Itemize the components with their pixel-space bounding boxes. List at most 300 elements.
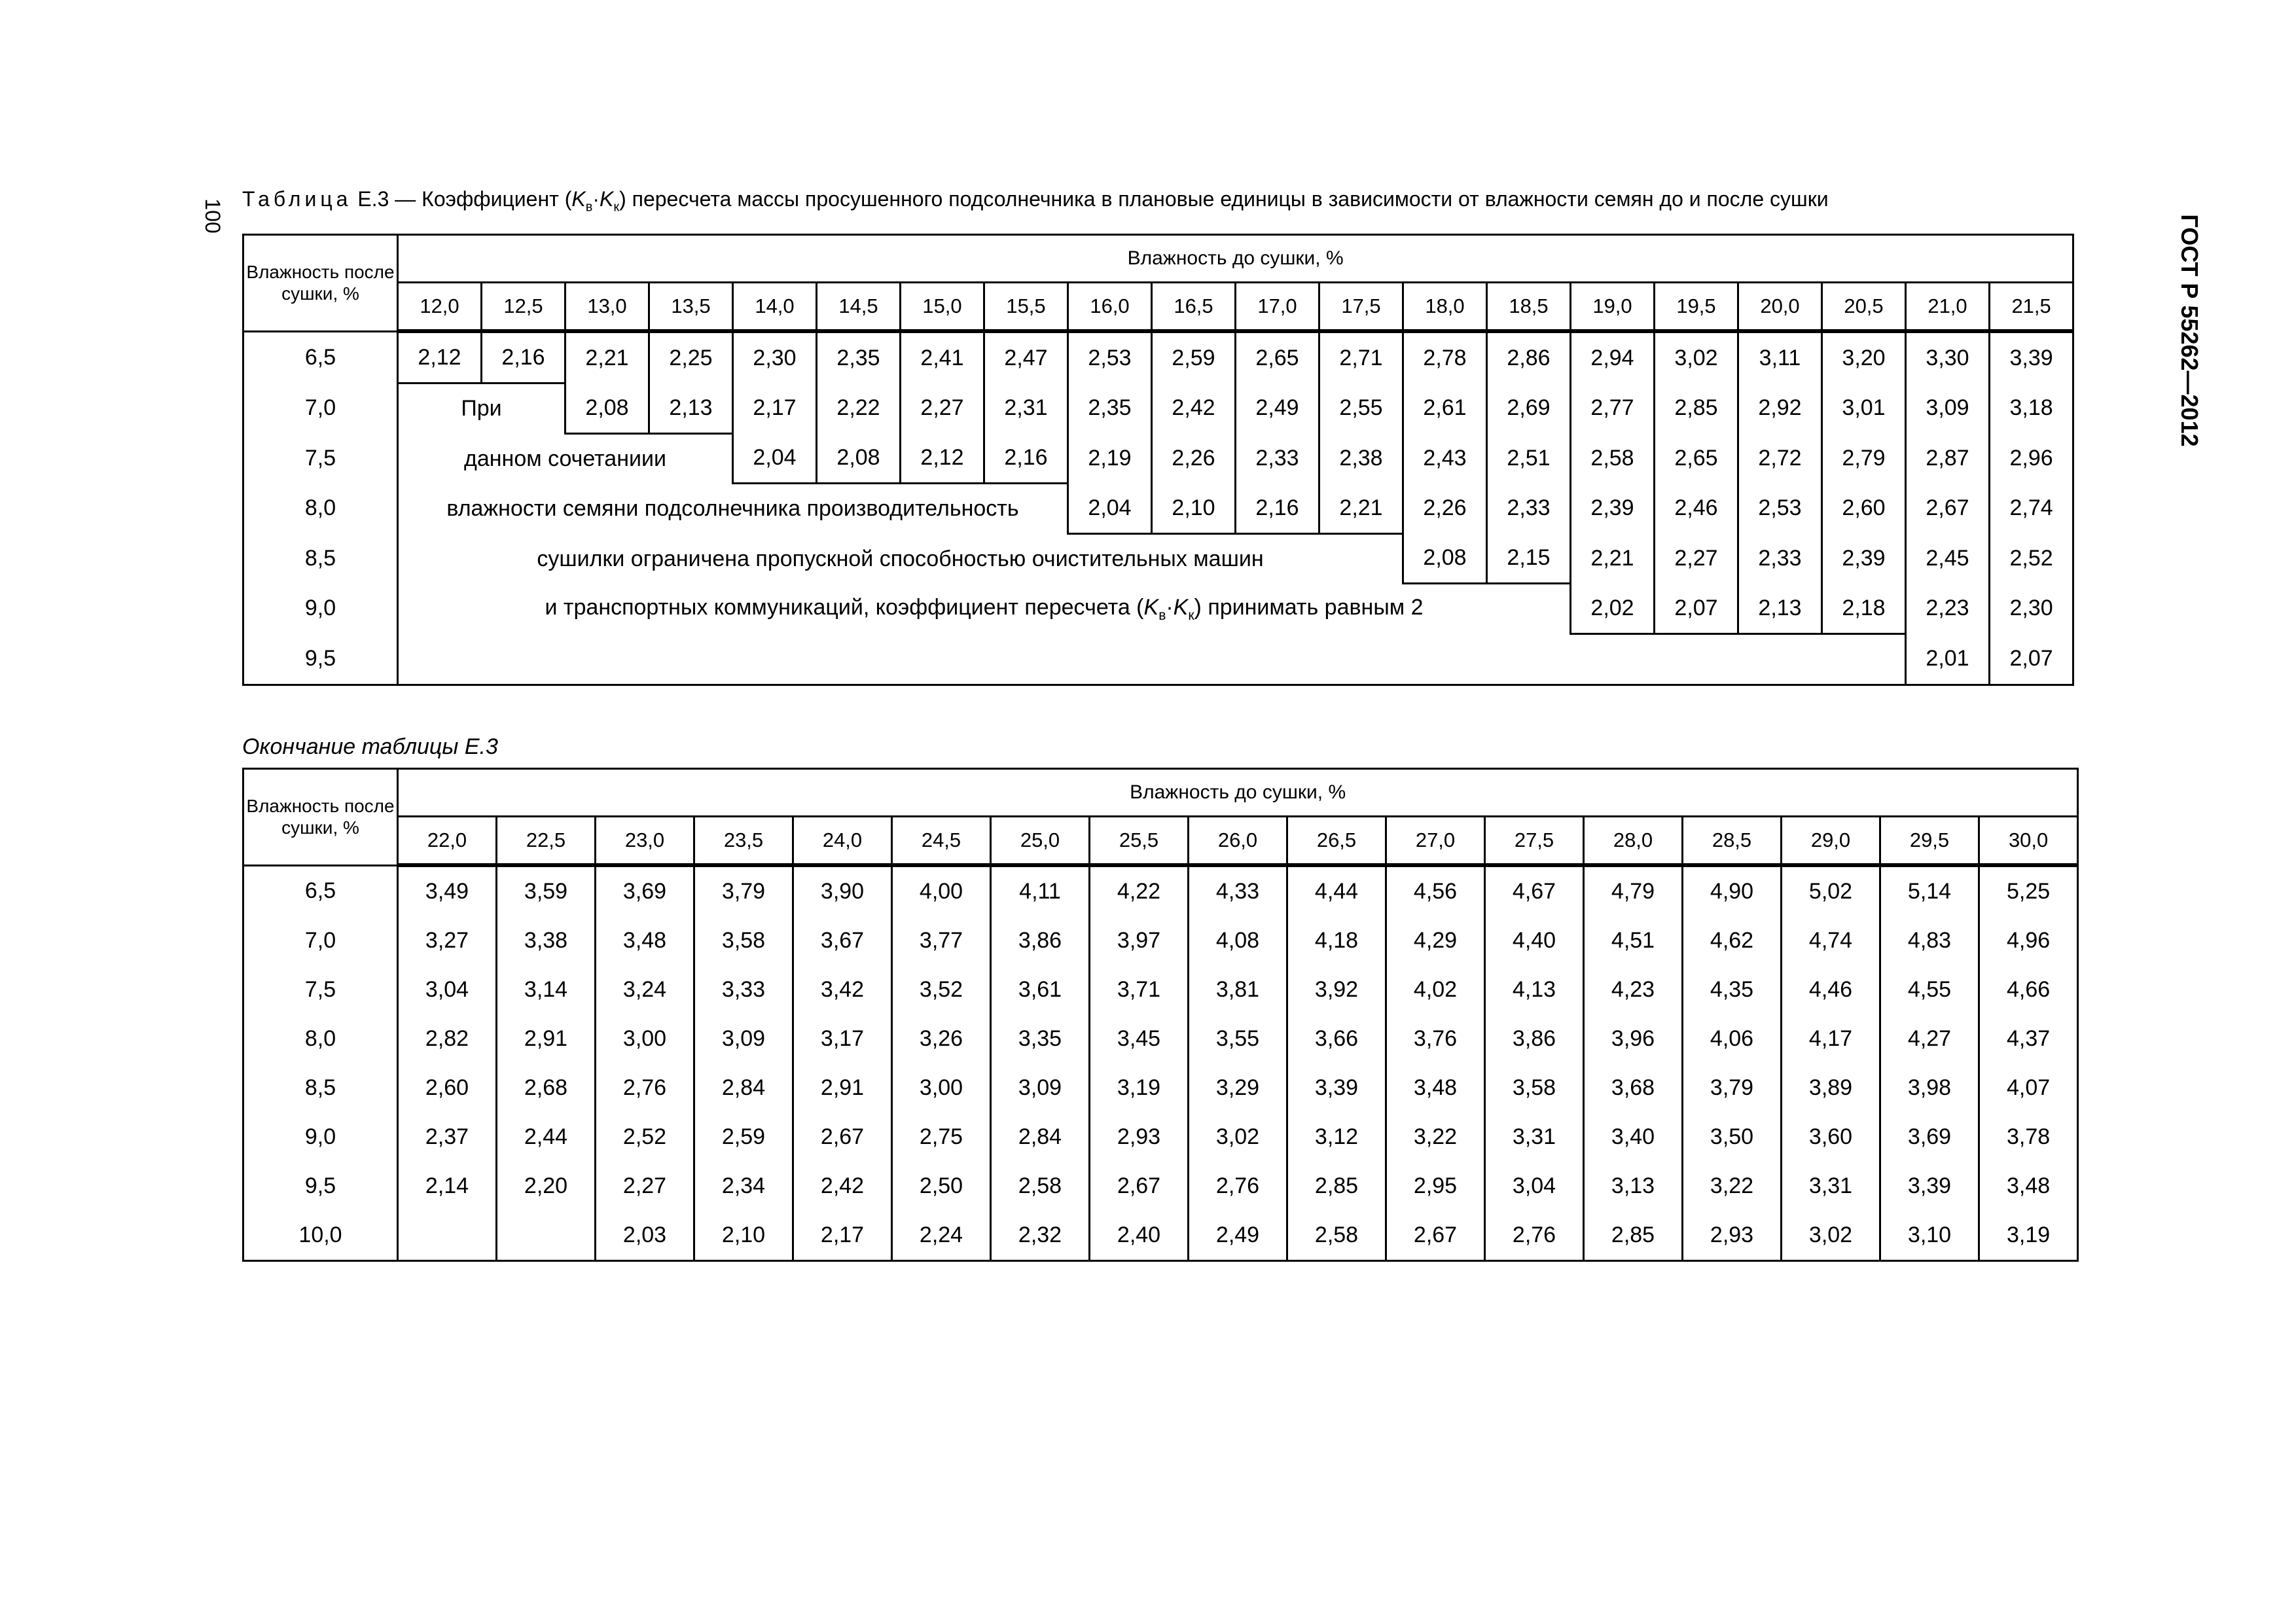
value-cell: 4,35 (1683, 965, 1782, 1014)
table-row (243, 584, 2073, 634)
column-header-cell: 22,5 (497, 817, 596, 866)
value-cell: 3,22 (1386, 1113, 1485, 1162)
column-header-cell: 13,5 (649, 283, 733, 332)
continuation-caption: Окончание таблицы Е.3 (242, 734, 498, 759)
value-cell: 2,71 (1319, 331, 1403, 383)
table-row (243, 383, 2073, 434)
value-cell: 3,35 (991, 1014, 1090, 1063)
value-cell: 3,30 (1906, 331, 1990, 383)
column-header-cell: 16,5 (1152, 283, 1236, 332)
value-cell: 2,16 (984, 433, 1068, 484)
table-row (243, 965, 2078, 1014)
value-cell: 2,37 (398, 1113, 497, 1162)
note-cell: данном сочетаниии (464, 446, 666, 471)
value-cell: 5,02 (1782, 865, 1880, 916)
value-cell: 2,41 (901, 331, 984, 383)
column-header-cell: 28,5 (1683, 817, 1782, 866)
value-cell: 2,31 (984, 383, 1068, 434)
value-cell: 2,61 (1403, 383, 1487, 434)
column-header-cell: 27,5 (1485, 817, 1584, 866)
value-cell: 4,46 (1782, 965, 1880, 1014)
value-cell: 2,40 (1090, 1211, 1189, 1261)
value-cell: 2,65 (1655, 433, 1738, 484)
value-cell: 3,09 (991, 1063, 1090, 1113)
coefficient-table-continued (242, 768, 2079, 1262)
value-cell: 2,04 (1068, 484, 1152, 534)
table-row (243, 533, 2073, 584)
value-cell: 3,79 (694, 865, 793, 916)
column-header-cell: 21,0 (1906, 283, 1990, 332)
value-cell: 2,67 (1090, 1162, 1189, 1211)
value-cell: 3,79 (1683, 1063, 1782, 1113)
value-cell: 3,18 (1990, 383, 2073, 434)
value-cell: 3,58 (694, 916, 793, 965)
value-cell: 2,14 (398, 1162, 497, 1211)
column-header-cell: 26,0 (1189, 817, 1287, 866)
column-header-cell: 15,0 (901, 283, 984, 332)
standard-designation: ГОСТ Р 55262—2012 (2176, 214, 2203, 447)
value-cell: 2,85 (1655, 383, 1738, 434)
row-label-cell: 9,0 (243, 584, 398, 634)
caption-dot: · (592, 187, 600, 211)
value-cell: 2,38 (1319, 433, 1403, 484)
column-header-cell: 20,5 (1822, 283, 1906, 332)
value-cell: 3,40 (1584, 1113, 1683, 1162)
value-cell: 3,31 (1782, 1162, 1880, 1211)
table-caption-lead: Таблица (242, 187, 352, 211)
column-header-cell: 27,0 (1386, 817, 1485, 866)
value-cell: 2,75 (892, 1113, 991, 1162)
value-cell: 2,43 (1403, 433, 1487, 484)
table-row (243, 484, 2073, 534)
value-cell: 3,04 (398, 965, 497, 1014)
row-label-cell: 6,5 (243, 865, 398, 916)
table-row (243, 433, 2073, 484)
value-cell: 4,23 (1584, 965, 1683, 1014)
value-cell: 4,51 (1584, 916, 1683, 965)
value-cell: 2,17 (733, 383, 817, 434)
value-cell: 3,02 (1189, 1113, 1287, 1162)
value-cell: 3,24 (596, 965, 694, 1014)
note-dot: · (1166, 594, 1174, 620)
table-row (243, 1162, 2078, 1211)
group-header-cell: Влажность до сушки, % (398, 769, 2078, 817)
value-cell: 2,21 (565, 331, 649, 383)
value-cell: 4,37 (1979, 1014, 2078, 1063)
value-cell: 2,20 (497, 1162, 596, 1211)
value-cell: 2,18 (1822, 584, 1906, 634)
value-cell: 3,27 (398, 916, 497, 965)
value-cell: 3,69 (1880, 1113, 1979, 1162)
value-cell: 2,85 (1287, 1162, 1386, 1211)
table-row (243, 865, 2078, 916)
value-cell: 3,55 (1189, 1014, 1287, 1063)
value-cell: 4,90 (1683, 865, 1782, 916)
column-header-cell: 16,0 (1068, 283, 1152, 332)
table-row (243, 916, 2078, 965)
value-cell: 2,76 (596, 1063, 694, 1113)
value-cell: 2,16 (1236, 484, 1319, 534)
value-cell: 3,45 (1090, 1014, 1189, 1063)
value-cell: 5,25 (1979, 865, 2078, 916)
value-cell: 3,10 (1880, 1211, 1979, 1261)
note-text-a: и транспортных коммуникаций, коэффициент пересчета ( (545, 594, 1144, 620)
value-cell: 2,13 (649, 383, 733, 434)
value-cell: 2,33 (1487, 484, 1571, 534)
value-cell: 2,87 (1906, 433, 1990, 484)
value-cell: 2,27 (596, 1162, 694, 1211)
value-cell: 2,27 (1655, 533, 1738, 584)
value-cell: 2,13 (1738, 584, 1822, 634)
value-cell: 2,17 (793, 1211, 892, 1261)
value-cell: 3,81 (1189, 965, 1287, 1014)
value-cell: 4,33 (1189, 865, 1287, 916)
value-cell: 3,76 (1386, 1014, 1485, 1063)
value-cell: 3,33 (694, 965, 793, 1014)
value-cell: 2,21 (1571, 533, 1655, 584)
value-cell: 3,86 (991, 916, 1090, 965)
value-cell: 3,39 (1990, 331, 2073, 383)
value-cell: 2,33 (1236, 433, 1319, 484)
value-cell: 2,03 (596, 1211, 694, 1261)
column-header-cell: 24,0 (793, 817, 892, 866)
value-cell: 2,47 (984, 331, 1068, 383)
value-cell: 5,14 (1880, 865, 1979, 916)
value-cell: 2,10 (1152, 484, 1236, 534)
row-label-cell: 7,5 (243, 433, 398, 484)
value-cell: 2,67 (793, 1113, 892, 1162)
table-row (243, 1063, 2078, 1113)
value-cell: 2,19 (1068, 433, 1152, 484)
value-cell: 4,44 (1287, 865, 1386, 916)
value-cell: 2,53 (1068, 331, 1152, 383)
column-header-cell: 19,5 (1655, 283, 1738, 332)
value-cell: 2,49 (1189, 1211, 1287, 1261)
value-cell: 3,66 (1287, 1014, 1386, 1063)
column-header-cell: 14,0 (733, 283, 817, 332)
value-cell: 2,42 (793, 1162, 892, 1211)
value-cell: 4,40 (1485, 916, 1584, 965)
page-number: 100 (201, 198, 225, 234)
column-header-cell: 23,0 (596, 817, 694, 866)
row-label-cell: 9,0 (243, 1113, 398, 1162)
value-cell: 2,77 (1571, 383, 1655, 434)
value-cell: 4,08 (1189, 916, 1287, 965)
value-cell: 2,16 (482, 331, 565, 383)
note-cell: влажности семяни подсолнечника производительность (446, 496, 1019, 521)
value-cell: 3,26 (892, 1014, 991, 1063)
coefficient-table (242, 234, 2074, 686)
value-cell: 2,74 (1990, 484, 2073, 534)
value-cell: 2,67 (1906, 484, 1990, 534)
value-cell: 2,91 (793, 1063, 892, 1113)
value-cell: 3,49 (398, 865, 497, 916)
note-cell (398, 584, 1571, 634)
value-cell: 2,39 (1822, 533, 1906, 584)
value-cell: 2,35 (1068, 383, 1152, 434)
value-cell: 3,09 (694, 1014, 793, 1063)
row-label-cell: 6,5 (243, 331, 398, 383)
value-cell: 2,22 (817, 383, 901, 434)
value-cell: 4,79 (1584, 865, 1683, 916)
value-cell: 2,92 (1738, 383, 1822, 434)
value-cell: 3,69 (596, 865, 694, 916)
value-cell: 2,95 (1386, 1162, 1485, 1211)
value-cell: 2,23 (1906, 584, 1990, 634)
value-cell: 2,60 (1822, 484, 1906, 534)
value-cell: 3,96 (1584, 1014, 1683, 1063)
value-cell: 3,92 (1287, 965, 1386, 1014)
value-cell: 2,08 (565, 383, 649, 434)
table-row (243, 331, 2073, 383)
value-cell (398, 1211, 497, 1261)
caption-k-symbol-2: K (599, 187, 614, 211)
column-header-cell: 26,5 (1287, 817, 1386, 866)
value-cell: 2,26 (1152, 433, 1236, 484)
value-cell: 3,71 (1090, 965, 1189, 1014)
value-cell: 2,26 (1403, 484, 1487, 534)
value-cell: 4,07 (1979, 1063, 2078, 1113)
value-cell: 2,21 (1319, 484, 1403, 534)
value-cell: 2,59 (1152, 331, 1236, 383)
value-cell: 2,58 (1571, 433, 1655, 484)
value-cell: 2,86 (1487, 331, 1571, 383)
value-cell: 4,62 (1683, 916, 1782, 965)
column-header-cell: 21,5 (1990, 283, 2073, 332)
value-cell: 3,11 (1738, 331, 1822, 383)
value-cell: 2,53 (1738, 484, 1822, 534)
row-label-cell: 8,0 (243, 484, 398, 534)
value-cell: 4,11 (991, 865, 1090, 916)
row-header-cell: Влажность после сушки, % (243, 235, 398, 332)
value-cell: 2,12 (901, 433, 984, 484)
value-cell: 2,65 (1236, 331, 1319, 383)
value-cell: 2,91 (497, 1014, 596, 1063)
value-cell: 3,17 (793, 1014, 892, 1063)
row-label-cell: 8,5 (243, 533, 398, 584)
caption-sub-v: в (585, 200, 593, 215)
value-cell: 3,48 (1386, 1063, 1485, 1113)
value-cell: 2,78 (1403, 331, 1487, 383)
value-cell: 3,04 (1485, 1162, 1584, 1211)
value-cell: 3,90 (793, 865, 892, 916)
value-cell: 4,74 (1782, 916, 1880, 965)
value-cell: 4,02 (1386, 965, 1485, 1014)
value-cell: 4,55 (1880, 965, 1979, 1014)
value-cell: 2,58 (1287, 1211, 1386, 1261)
value-cell: 2,07 (1990, 633, 2073, 685)
value-cell: 3,09 (1906, 383, 1990, 434)
value-cell: 2,07 (1655, 584, 1738, 634)
value-cell: 2,10 (694, 1211, 793, 1261)
note-cell (398, 633, 1906, 685)
value-cell: 2,49 (1236, 383, 1319, 434)
value-cell: 3,19 (1090, 1063, 1189, 1113)
value-cell: 2,25 (649, 331, 733, 383)
value-cell: 2,51 (1487, 433, 1571, 484)
column-header-cell: 19,0 (1571, 283, 1655, 332)
value-cell: 3,29 (1189, 1063, 1287, 1113)
value-cell: 2,76 (1189, 1162, 1287, 1211)
value-cell: 3,31 (1485, 1113, 1584, 1162)
value-cell: 2,79 (1822, 433, 1906, 484)
value-cell: 3,39 (1880, 1162, 1979, 1211)
value-cell: 2,04 (733, 433, 817, 484)
value-cell: 2,76 (1485, 1211, 1584, 1261)
value-cell: 2,46 (1655, 484, 1738, 534)
table-row (243, 1014, 2078, 1063)
value-cell: 4,00 (892, 865, 991, 916)
column-header-cell: 14,5 (817, 283, 901, 332)
table-row (243, 1113, 2078, 1162)
value-cell: 3,22 (1683, 1162, 1782, 1211)
value-cell: 3,19 (1979, 1211, 2078, 1261)
value-cell: 2,30 (1990, 584, 2073, 634)
value-cell: 2,84 (991, 1113, 1090, 1162)
value-cell: 3,52 (892, 965, 991, 1014)
value-cell: 3,02 (1782, 1211, 1880, 1261)
row-label-cell: 9,5 (243, 633, 398, 685)
column-header-cell: 24,5 (892, 817, 991, 866)
value-cell: 2,12 (398, 331, 482, 383)
table-row (243, 1211, 2078, 1261)
value-cell: 2,27 (901, 383, 984, 434)
value-cell: 4,66 (1979, 965, 2078, 1014)
value-cell: 3,38 (497, 916, 596, 965)
value-cell: 4,17 (1782, 1014, 1880, 1063)
row-label-cell: 7,0 (243, 383, 398, 434)
note-cell: сушилки ограничена пропускной способностью очистительных машин (537, 546, 1264, 571)
row-label-cell: 7,5 (243, 965, 398, 1014)
value-cell: 3,67 (793, 916, 892, 965)
value-cell: 4,18 (1287, 916, 1386, 965)
value-cell: 2,82 (398, 1014, 497, 1063)
value-cell: 3,48 (1979, 1162, 2078, 1211)
note-sub-k: к (1188, 607, 1194, 623)
value-cell: 3,01 (1822, 383, 1906, 434)
value-cell: 3,14 (497, 965, 596, 1014)
column-header-cell: 23,5 (694, 817, 793, 866)
value-cell: 2,59 (694, 1113, 793, 1162)
value-cell: 3,77 (892, 916, 991, 965)
value-cell: 3,98 (1880, 1063, 1979, 1113)
value-cell: 2,42 (1152, 383, 1236, 434)
value-cell: 2,93 (1090, 1113, 1189, 1162)
value-cell: 2,50 (892, 1162, 991, 1211)
value-cell: 3,89 (1782, 1063, 1880, 1113)
value-cell: 3,20 (1822, 331, 1906, 383)
value-cell: 2,60 (398, 1063, 497, 1113)
value-cell: 2,02 (1571, 584, 1655, 634)
value-cell: 3,58 (1485, 1063, 1584, 1113)
value-cell: 2,68 (497, 1063, 596, 1113)
value-cell: 3,97 (1090, 916, 1189, 965)
column-header-cell: 18,0 (1403, 283, 1487, 332)
value-cell: 4,56 (1386, 865, 1485, 916)
value-cell: 4,29 (1386, 916, 1485, 965)
value-cell: 3,78 (1979, 1113, 2078, 1162)
value-cell: 4,96 (1979, 916, 2078, 965)
note-cell: При (461, 396, 502, 421)
row-label-cell: 7,0 (243, 916, 398, 965)
value-cell: 2,15 (1487, 533, 1571, 584)
caption-sub-k: к (613, 200, 620, 215)
value-cell: 2,52 (1990, 533, 2073, 584)
value-cell: 2,30 (733, 331, 817, 383)
table-row (243, 633, 2073, 685)
value-cell: 2,96 (1990, 433, 2073, 484)
table-caption-tail: ) пересчета массы просушенного подсолнечника в плановые единицы в зависимости от влажности семян до и после сушки (619, 187, 1829, 211)
caption-k-symbol: K (571, 187, 586, 211)
value-cell: 2,94 (1571, 331, 1655, 383)
value-cell: 4,13 (1485, 965, 1584, 1014)
value-cell: 3,12 (1287, 1113, 1386, 1162)
value-cell: 4,22 (1090, 865, 1189, 916)
value-cell: 2,93 (1683, 1211, 1782, 1261)
note-k-symbol: K (1143, 594, 1159, 620)
column-header-cell: 17,5 (1319, 283, 1403, 332)
value-cell: 3,86 (1485, 1014, 1584, 1063)
value-cell: 3,50 (1683, 1113, 1782, 1162)
value-cell (497, 1211, 596, 1261)
value-cell: 4,06 (1683, 1014, 1782, 1063)
value-cell: 2,35 (817, 331, 901, 383)
value-cell: 3,59 (497, 865, 596, 916)
column-header-cell: 13,0 (565, 283, 649, 332)
value-cell: 3,00 (892, 1063, 991, 1113)
row-label-cell: 8,5 (243, 1063, 398, 1113)
value-cell: 2,45 (1906, 533, 1990, 584)
value-cell: 2,33 (1738, 533, 1822, 584)
value-cell: 2,52 (596, 1113, 694, 1162)
value-cell: 2,08 (1403, 533, 1487, 584)
value-cell: 3,39 (1287, 1063, 1386, 1113)
value-cell: 3,42 (793, 965, 892, 1014)
value-cell: 2,58 (991, 1162, 1090, 1211)
value-cell: 2,01 (1906, 633, 1990, 685)
row-header-cell: Влажность после сушки, % (243, 769, 398, 866)
column-header-cell: 28,0 (1584, 817, 1683, 866)
value-cell: 2,44 (497, 1113, 596, 1162)
column-header-cell: 30,0 (1979, 817, 2078, 866)
value-cell: 3,60 (1782, 1113, 1880, 1162)
row-label-cell: 9,5 (243, 1162, 398, 1211)
value-cell: 2,39 (1571, 484, 1655, 534)
row-label-cell: 10,0 (243, 1211, 398, 1261)
value-cell: 2,69 (1487, 383, 1571, 434)
column-header-cell: 25,0 (991, 817, 1090, 866)
group-header-cell: Влажность до сушки, % (398, 235, 2073, 283)
value-cell: 2,34 (694, 1162, 793, 1211)
value-cell: 3,13 (1584, 1162, 1683, 1211)
value-cell: 2,24 (892, 1211, 991, 1261)
note-text-b: ) принимать равным 2 (1194, 594, 1424, 620)
value-cell: 2,67 (1386, 1211, 1485, 1261)
value-cell: 2,85 (1584, 1211, 1683, 1261)
value-cell: 2,84 (694, 1063, 793, 1113)
column-header-cell: 25,5 (1090, 817, 1189, 866)
column-header-cell: 12,5 (482, 283, 565, 332)
column-header-cell: 20,0 (1738, 283, 1822, 332)
value-cell: 3,68 (1584, 1063, 1683, 1113)
column-header-cell: 15,5 (984, 283, 1068, 332)
value-cell: 3,02 (1655, 331, 1738, 383)
column-header-cell: 29,0 (1782, 817, 1880, 866)
value-cell: 2,32 (991, 1211, 1090, 1261)
note-k-symbol-2: K (1173, 594, 1189, 620)
value-cell: 4,83 (1880, 916, 1979, 965)
value-cell: 2,72 (1738, 433, 1822, 484)
